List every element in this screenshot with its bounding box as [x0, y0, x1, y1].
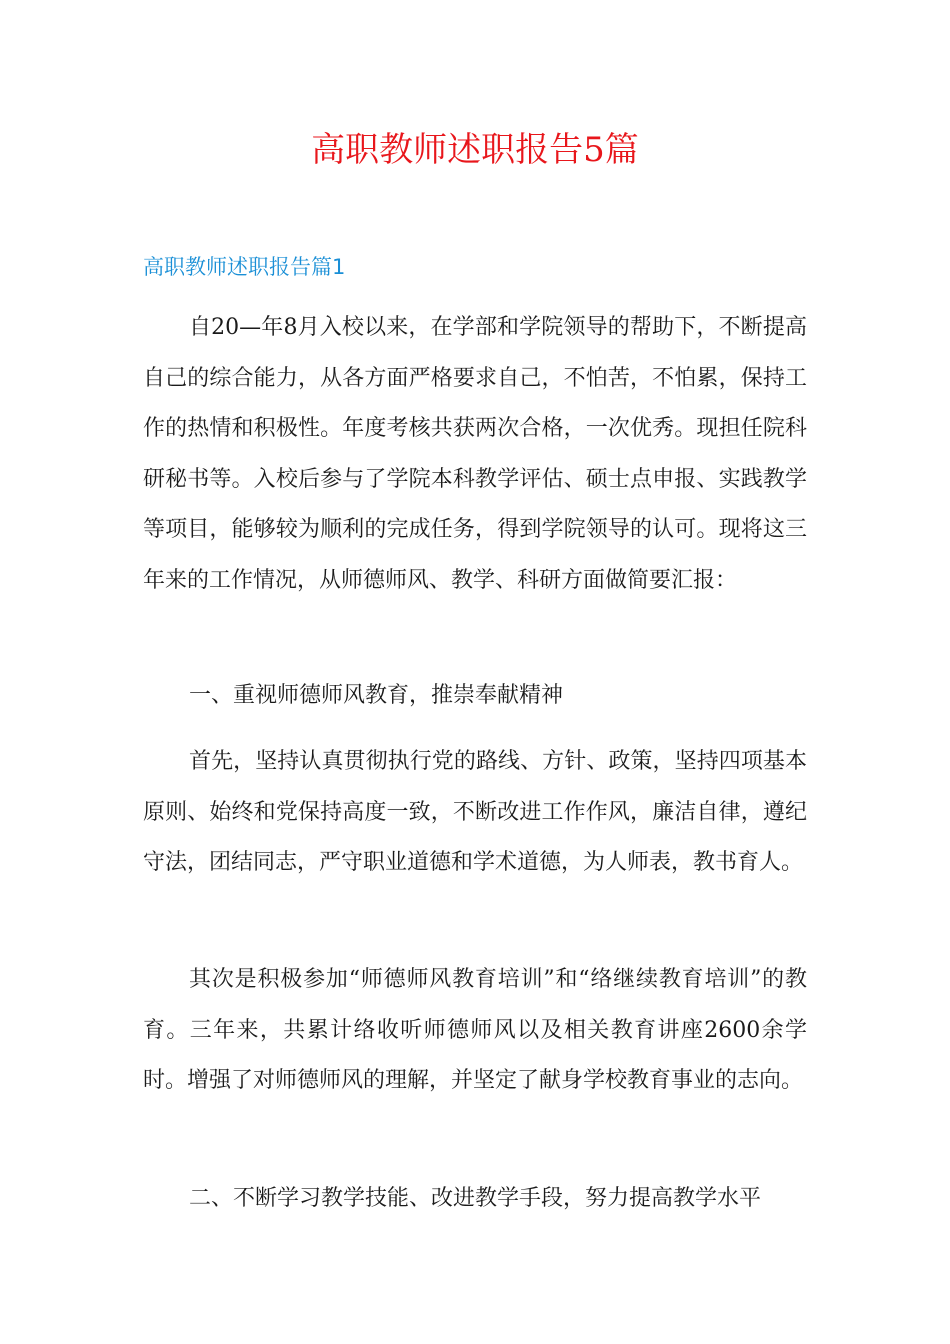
paragraph-second: 其次是积极参加“师德师风教育培训”和“络继续教育培训”的教育。三年来，共累计络收听师德师风以及相关教育讲座2600余学时。增强了对师德师风的理解，并坚定了献身学校教育事业的志向。	[143, 967, 807, 1093]
paragraph-first: 首先，坚持认真贯彻执行党的路线、方针、政策，坚持四项基本原则、始终和党保持高度一致，不断改进工作作风，廉洁自律，遵纪守法，团结同志，严守职业道德和学术道德，为人师表，教书育人。	[143, 749, 807, 875]
paragraph-intro: 自20—年8月入校以来，在学部和学院领导的帮助下，不断提高自己的综合能力，从各方面严格要求自己，不怕苦，不怕累，保持工作的热情和积极性。年度考核共获两次合格，一次优秀。现担任院科研秘书等。入校后参与了学院本科教学评估、硕士点申报、实践教学等项目，能够较为顺利的完成任务，得到学院领导的认可。现将这三年来的工作情况，从师德师风、教学、科研方面做简要汇报：	[143, 315, 807, 593]
document-title: 高职教师述职报告5篇	[311, 130, 639, 170]
section-heading: 高职教师述职报告篇1	[143, 255, 346, 279]
subheading-teaching: 二、不断学习教学技能、改进教学手段，努力提高教学水平	[189, 1186, 762, 1211]
subheading-ethics: 一、重视师德师风教育，推崇奉献精神	[189, 683, 564, 708]
